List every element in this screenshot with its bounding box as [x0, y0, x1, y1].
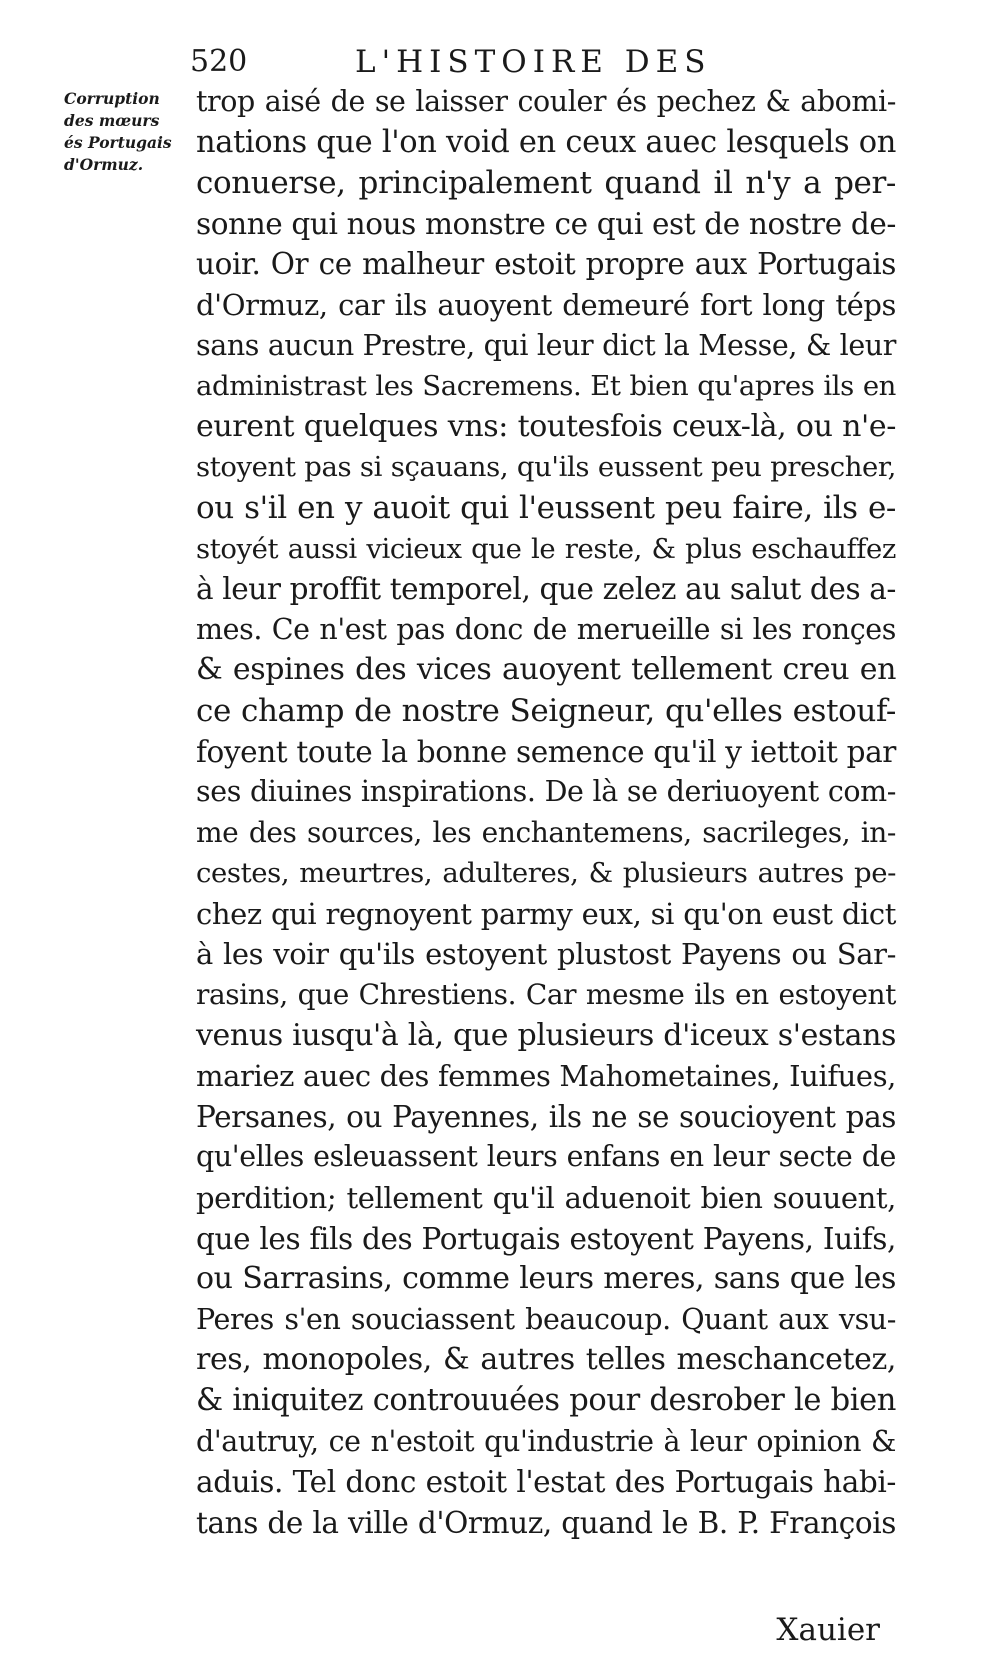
text-line: rasins, que Chrestiens. Car mesme ils en estoyent [196, 978, 896, 1012]
text-line: sans aucun Prestre, qui leur dict la Messe, & leur [196, 328, 896, 362]
text-line: res, monopoles, & autres telles meschancetez, [196, 1342, 896, 1378]
text-line: & iniquitez controuuées pour desrober le bien [196, 1383, 896, 1418]
text-line: chez qui regnoyent parmy eux, si qu'on eust dict [196, 896, 896, 931]
running-title: L'HISTOIRE DES [355, 44, 712, 80]
text-line: qu'elles esleuassent leurs enfans en leur secte de [196, 1140, 896, 1174]
text-line: venus iusqu'à là, que plusieurs d'iceux s'estans [196, 1017, 896, 1053]
text-line: aduis. Tel donc estoit l'estat des Portugais habi- [196, 1465, 896, 1500]
text-line: mariez auec des femmes Mahometaines, Iuifues, [196, 1059, 896, 1094]
text-line: foyent toute la bonne semence qu'il y iettoit par [196, 734, 896, 769]
text-line: cestes, meurtres, adulteres, & plusieurs autres pe- [196, 857, 896, 890]
text-line: & espines des vices auoyent tellement creu en [196, 652, 896, 688]
text-line: conuerse, principalement quand il n'y a per- [196, 165, 896, 202]
text-line: que les fils des Portugais estoyent Payens, Iuifs, [196, 1221, 896, 1256]
text-line: perdition; tellement qu'il aduenoit bien souuent, [196, 1181, 896, 1216]
text-line: nations que l'on void en ceux auec lesquels on [196, 124, 896, 160]
marginal-note-line: Corruption [64, 89, 160, 108]
text-line: eurent quelques vns: toutesfois ceux-là, ou n'e- [196, 408, 896, 444]
text-line: d'autruy, ce n'estoit qu'industrie à leur opinion & [196, 1424, 896, 1458]
text-line: stoyét aussi vicieux que le reste, & plus eschauffez [196, 532, 896, 565]
text-line: d'Ormuz, car ils auoyent demeuré fort long téps [196, 287, 896, 322]
marginal-note-line: des mœurs [64, 111, 160, 130]
marginal-note-line: d'Ormuz. [64, 155, 144, 174]
text-line: ou Sarrasins, comme leurs meres, sans que les [196, 1261, 896, 1297]
text-line: ce champ de nostre Seigneur, qu'elles estouf- [196, 692, 896, 729]
text-line: mes. Ce n'est pas donc de merueille si les ronçes [196, 612, 896, 646]
text-line: ou s'il en y auoit qui l'eussent peu faire, ils e- [196, 489, 896, 526]
text-line: trop aisé de se laisser couler és pechez & abomi- [196, 85, 896, 118]
text-line: uoir. Or ce malheur estoit propre aux Portugais [196, 247, 896, 282]
body-text [196, 82, 896, 1543]
text-line: stoyent pas si sçauans, qu'ils eussent peu prescher, [196, 451, 896, 484]
text-line: à les voir qu'ils estoyent plustost Payens ou Sar- [196, 937, 896, 972]
page-number: 520 [190, 44, 248, 79]
text-line: sonne qui nous monstre ce qui est de nostre de- [196, 206, 896, 241]
catchword: Xauier [776, 1612, 880, 1648]
text-line: Peres s'en souciassent beaucoup. Quant aux vsu- [196, 1302, 896, 1336]
text-line: ses diuines inspirations. De là se deriuoyent com- [196, 775, 896, 809]
text-line: administrast les Sacremens. Et bien qu'apres ils en [196, 370, 896, 403]
running-head [190, 44, 830, 84]
text-line: Persanes, ou Payennes, ils ne se soucioyent pas [196, 1099, 896, 1134]
text-line: tans de la ville d'Ormuz, quand le B. P. François [196, 1505, 896, 1540]
text-line: me des sources, les enchantemens, sacrileges, in- [196, 815, 896, 849]
marginal-note [64, 88, 186, 176]
text-line: à leur proffit temporel, que zelez au salut des a- [196, 572, 896, 607]
marginal-note-line: és Portugais [64, 133, 172, 152]
